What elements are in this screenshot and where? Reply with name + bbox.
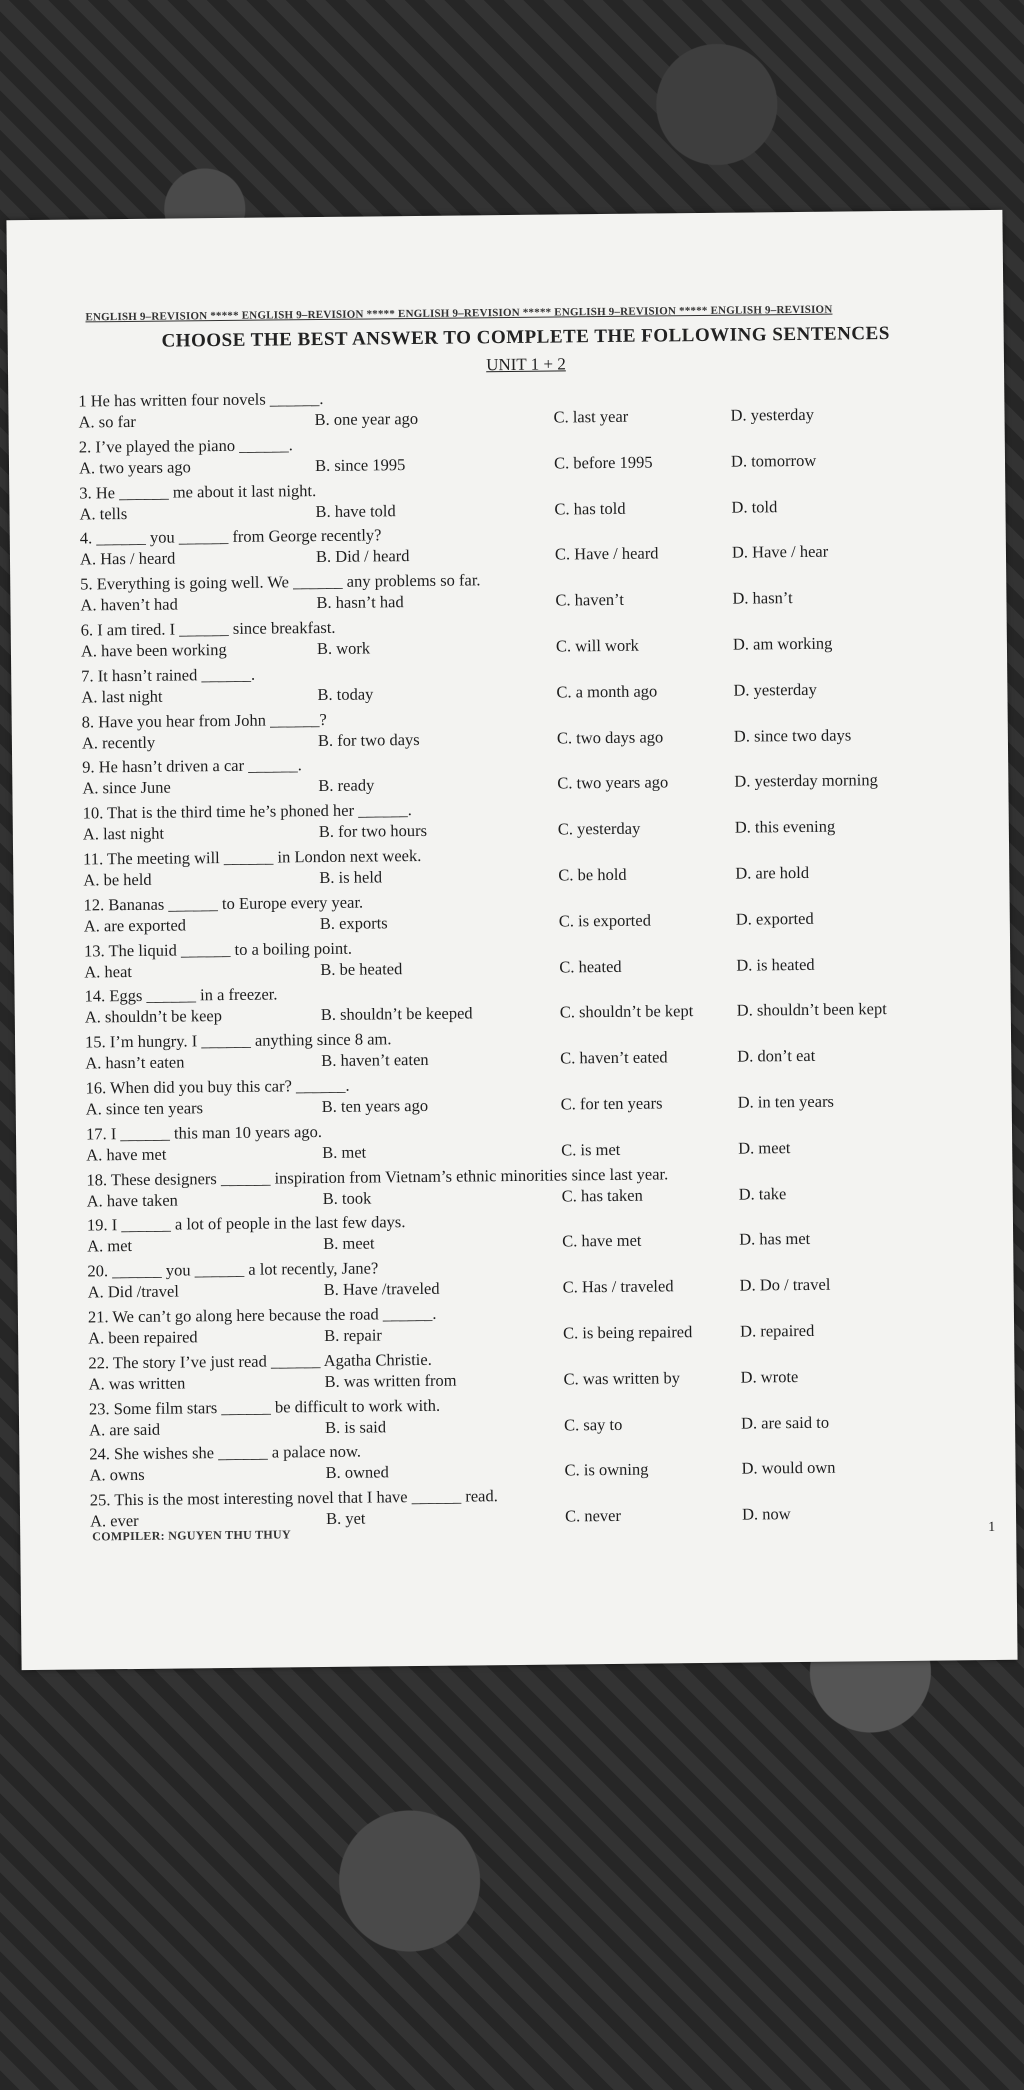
option-b: B. be heated (320, 958, 403, 979)
option-c: C. heated (559, 956, 622, 977)
option-d: D. Have / hear (731, 542, 829, 563)
option-c: C. two days ago (556, 726, 664, 748)
option-b: B. for two hours (318, 821, 428, 842)
option-a: A. haven’t had (80, 594, 178, 615)
option-d: D. told (731, 496, 778, 517)
option-c: C. haven’t eated (560, 1047, 668, 1068)
question-text: 6. I am tired. I ______ since breakfast. (80, 617, 336, 640)
question-text: 21. We can’t go along here because the road ______. (87, 1303, 437, 1327)
option-b: B. is said (324, 1416, 387, 1437)
background-bottom (0, 1680, 1024, 2090)
option-c: C. never (564, 1506, 622, 1526)
option-c: C. a month ago (556, 681, 658, 702)
option-c: C. for ten years (560, 1093, 663, 1114)
option-a: A. Has / heard (79, 548, 176, 569)
option-a: A. tells (79, 503, 128, 524)
option-a: A. so far (78, 411, 136, 432)
option-b: B. Have /traveled (323, 1278, 440, 1300)
option-b: B. took (322, 1188, 372, 1208)
header-strip: ENGLISH 9–REVISION ***** ENGLISH 9–REVISION ***** ENGLISH 9–REVISION ***** ENGLISH 9–REVISION ***** ENGLISH 9–REVISION (85, 303, 833, 324)
option-a: A. shouldn’t be keep (84, 1006, 223, 1027)
option-b: B. shouldn’t be keeped (320, 1003, 473, 1025)
option-c: C. has taken (561, 1185, 643, 1206)
question-text: 3. He ______ me about it last night. (79, 480, 317, 503)
option-a: A. Did /travel (87, 1281, 179, 1302)
option-b: B. since 1995 (314, 454, 406, 475)
option-b: B. met (322, 1142, 367, 1162)
question-text: 1 He has written four novels ______. (78, 388, 324, 411)
question-text: 16. When did you buy this car? ______. (85, 1075, 350, 1098)
option-d: D. repaired (740, 1320, 815, 1341)
option-a: A. are exported (83, 915, 187, 936)
option-d: D. take (738, 1183, 787, 1204)
option-a: A. hasn’t eaten (85, 1052, 185, 1073)
option-d: D. wrote (740, 1366, 799, 1387)
option-b: B. for two days (317, 729, 420, 750)
option-a: A. since ten years (85, 1098, 204, 1119)
option-a: A. have taken (86, 1190, 178, 1211)
question-text: 19. I ______ a lot of people in the last few days. (86, 1212, 406, 1235)
option-b: B. work (316, 638, 371, 659)
option-b: B. ready (318, 775, 375, 796)
option-d: D. hasn’t (732, 588, 793, 608)
option-a: A. was written (88, 1373, 186, 1394)
option-b: B. haven’t eaten (321, 1050, 429, 1071)
option-c: C. shouldn’t be kept (559, 1001, 694, 1022)
question-text: 11. The meeting will ______ in London next week. (83, 845, 422, 869)
option-a: A. last night (81, 686, 163, 707)
question-text: 5. Everything is going well. We ______ any problems so far. (80, 570, 481, 594)
option-b: B. exports (319, 913, 388, 933)
option-d: D. now (741, 1504, 791, 1524)
option-c: C. before 1995 (553, 452, 653, 473)
option-d: D. yesterday morning (734, 770, 878, 792)
option-d: D. are hold (735, 862, 810, 883)
option-d: D. since two days (733, 725, 852, 746)
question-text: 25. This is the most interesting novel that I have ______ read. (89, 1486, 498, 1510)
option-b: B. repair (324, 1325, 382, 1345)
option-b: B. today (317, 684, 374, 704)
option-a: A. met (87, 1236, 133, 1256)
option-b: B. one year ago (314, 408, 419, 430)
question-text: 8. Have you hear from John ______? (81, 709, 327, 732)
option-c: C. will work (555, 635, 639, 656)
option-c: C. is met (561, 1139, 621, 1160)
option-d: D. don’t eat (737, 1045, 816, 1066)
question-text: 17. I ______ this man 10 years ago. (85, 1121, 323, 1144)
unit-label: UNIT 1 + 2 (486, 354, 566, 375)
question-text: 2. I’ve played the piano ______. (78, 435, 293, 457)
option-b: B. yet (325, 1508, 366, 1529)
question-text: 12. Bananas ______ to Europe every year. (83, 892, 364, 915)
option-a: A. have met (86, 1144, 167, 1165)
question-text: 22. The story I’ve just read ______ Agatha Christie. (88, 1349, 432, 1373)
option-b: B. meet (323, 1233, 375, 1254)
option-b: B. was written from (324, 1370, 457, 1391)
option-a: A. are said (89, 1419, 161, 1439)
option-d: D. shouldn’t been kept (736, 999, 887, 1021)
option-a: A. last night (82, 823, 165, 844)
question-text: 15. I’m hungry. I ______ anything since 8 am. (84, 1029, 392, 1052)
option-b: B. have told (315, 500, 396, 521)
option-c: C. have met (562, 1231, 642, 1251)
option-c: C. Has / traveled (562, 1276, 674, 1297)
option-d: D. are said to (740, 1412, 830, 1433)
option-a: A. been repaired (88, 1327, 198, 1348)
question-text: 4. ______ you ______ from George recently? (79, 525, 382, 548)
option-d: D. yesterday (730, 404, 815, 425)
option-d: D. exported (735, 908, 814, 929)
option-c: C. is owning (564, 1459, 649, 1480)
option-d: D. yesterday (733, 679, 817, 700)
question-text: 14. Eggs ______ in a freezer. (84, 984, 278, 1006)
option-a: A. heat (84, 961, 133, 982)
option-d: D. Do / travel (739, 1274, 831, 1295)
option-d: D. is heated (736, 954, 815, 975)
option-c: C. is exported (558, 910, 652, 931)
option-d: D. meet (738, 1137, 791, 1158)
option-c: C. has told (554, 498, 626, 519)
compiler-credit: COMPILER: NGUYEN THU THUY (92, 1527, 292, 1544)
option-b: B. Did / heard (315, 546, 410, 567)
option-a: A. recently (81, 732, 156, 753)
option-a: A. ever (89, 1511, 139, 1531)
question-text: 24. She wishes she ______ a palace now. (89, 1441, 362, 1464)
option-c: C. say to (563, 1414, 623, 1435)
option-d: D. tomorrow (730, 450, 817, 471)
option-d: D. this evening (734, 816, 836, 837)
option-a: A. since June (82, 777, 171, 798)
option-b: B. ten years ago (321, 1095, 429, 1116)
question-text: 9. He hasn’t driven a car ______. (82, 755, 302, 777)
question-text: 7. It hasn’t rained ______. (81, 664, 256, 686)
question-list (78, 382, 990, 1536)
worksheet-page (6, 210, 1017, 1670)
option-c: C. was written by (563, 1367, 681, 1389)
option-a: A. have been working (80, 639, 227, 661)
option-b: B. hasn’t had (316, 592, 404, 613)
option-d: D. would own (741, 1457, 836, 1478)
option-d: D. am working (732, 633, 833, 654)
option-c: C. two years ago (557, 772, 669, 793)
background-top (0, 0, 1024, 215)
option-b: B. is held (319, 867, 383, 887)
option-c: C. Have / heard (554, 543, 659, 564)
option-a: A. two years ago (78, 457, 191, 478)
question-text: 18. These designers ______ inspiration from Vietnam’s ethnic minorities since last year. (86, 1163, 669, 1190)
page-title: CHOOSE THE BEST ANSWER TO COMPLETE THE FOLLOWING SENTENCES (161, 323, 890, 352)
option-c: C. is being repaired (563, 1322, 693, 1343)
question-text: 20. ______ you ______ a lot recently, Jane? (87, 1258, 379, 1281)
option-d: D. in ten years (737, 1091, 835, 1112)
page-number: 1 (988, 1519, 996, 1536)
option-c: C. last year (553, 406, 629, 427)
question-text: 23. Some film stars ______ be difficult to work with. (88, 1395, 441, 1418)
question-text: 13. The liquid ______ to a boiling point. (83, 938, 352, 961)
option-c: C. haven’t (555, 589, 624, 610)
option-a: A. be held (83, 869, 152, 890)
option-c: C. yesterday (557, 818, 641, 839)
question-text: 10. That is the third time he’s phoned her ______. (82, 800, 412, 823)
option-b: B. owned (325, 1462, 389, 1483)
option-c: C. be hold (558, 864, 627, 885)
option-d: D. has met (739, 1229, 811, 1249)
option-a: A. owns (89, 1465, 145, 1485)
